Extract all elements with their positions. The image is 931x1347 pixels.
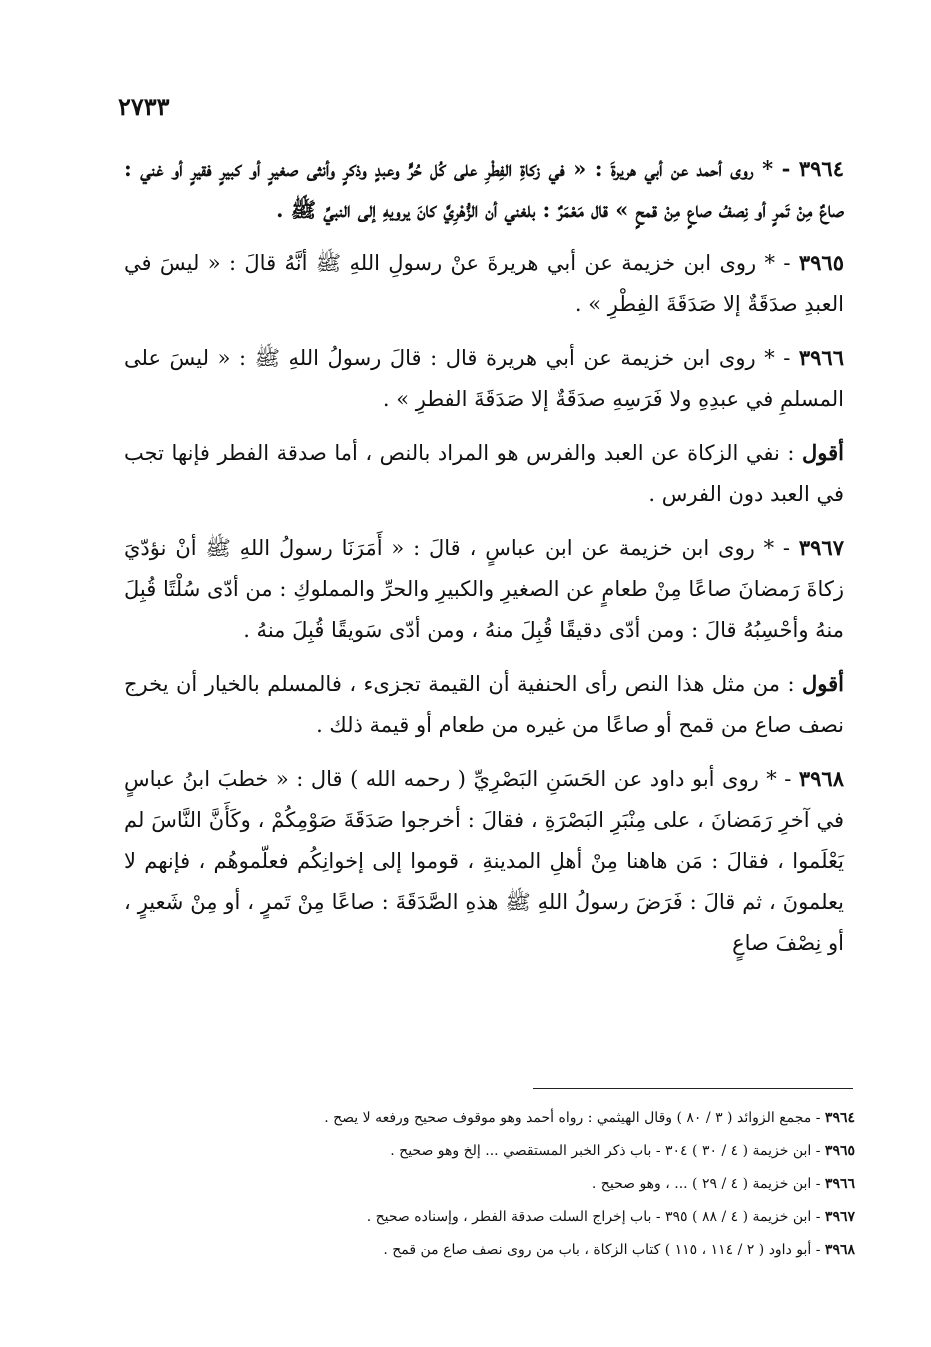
page-number: ٢٧٣٣ [118,92,170,121]
hadith-number: ٣٩٦٤ [798,156,844,181]
commentary-2 [124,663,844,746]
hadith-text: - * روى ابن خزيمة عن ابن عباسٍ ، قالَ : « أَمَرَنَا رسولُ اللهِ ﷺ أنْ نؤدّيَ زكاةَ رَمضانَ صاعًا مِنْ طعامٍ عن الصغيرِ والكبيرِ والحرِّ والمملوكِ : من أدّى سُلْتًا قُبِلَ منهُ وأحْسِبُهُ قالَ : ومن أدّى دقيقًا قُبِلَ منهُ ، ومن أدّى سَويقًا قُبِلَ منهُ . [124,536,844,642]
hadith-3964 [124,148,844,230]
commentary-text: : نفي الزكاة عن العبد والفرس هو المراد بالنص ، أما صدقة الفطر فإنها تجب في العبد دون الفرس . [124,441,844,506]
footnote-number: ٣٩٦٧ [824,1209,855,1225]
commentary-label: أقول [802,671,844,696]
hadith-3967 [124,527,844,651]
footnotes [300,1102,855,1267]
hadith-3965 [124,242,844,325]
footnote-text: - ابن خزيمة ( ٤ / ٣٠ ) ٣٠٤ - باب ذكر الخبر المستقصي ... إلخ وهو صحيح . [390,1143,825,1159]
hadith-text: - * روى أحمد عن أبي هريرةَ : « في زكاةِ الفِطْرِ على كُل حُرٍّ وعبدٍ وذكرٍ وأنثى صغيرٍ أو كبيرٍ فقيرٍ أو غني : صاعٌ مِنْ تَمرٍ أو نِصفُ صاعٍ مِنْ قمحٍ » قال مَعْمَرٌ : بلغني أن الزُّهْرِيَّ كانَ يرويهِ إلى النبيِّ ﷺ . [124,156,844,222]
footnote-text: - ابن خزيمة ( ٤ / ٢٩ ) ... ، وهو صحيح . [591,1176,825,1192]
footnote-text: - أبو داود ( ٢ / ١١٤ ، ١١٥ ) كتاب الزكاة ، باب من روى نصف صاع من قمح . [383,1242,825,1258]
commentary-text: : من مثل هذا النص رأى الحنفية أن القيمة تجزىء ، فالمسلم بالخيار أن يخرج نصف صاع من قمح أو صاعًا من غيره من طعام أو قيمة ذلك . [124,672,844,737]
hadith-3968 [124,758,844,964]
hadith-text: - * روى ابن خزيمة عن أبي هريرةَ عنْ رسولِ اللهِ ﷺ أنَّهُ قالَ : « ليسَ في العبدِ صدَقَةٌ إلا صَدَقَةَ الفِطْرِ » . [124,251,844,316]
footnote-number: ٣٩٦٥ [824,1143,855,1159]
footnote [300,1102,855,1135]
footnote-text: - مجمع الزوائد ( ٣ / ٨٠ ) وقال الهيثمي : رواه أحمد وهو موقوف صحيح ورفعه لا يصح . [324,1110,825,1126]
footnote-number: ٣٩٦٦ [824,1176,855,1192]
footnote-number: ٣٩٦٤ [824,1110,855,1126]
hadith-text: - * روى أبو داود عن الحَسَنِ البَصْرِيِّ ( رحمه الله ) قال : « خطبَ ابنُ عباسٍ في آخرِ رَمَضانَ ، على مِنْبَرِ البَصْرَةِ ، فقالَ : أخرجوا صَدَقَةَ صَوْمِكُمْ ، وكَأَنَّ النَّاسَ لم يَعْلَموا ، فقالَ : مَن هاهنا مِنْ أهلِ المدينةِ ، قوموا إلى إخوانِكُم فعلّموهُم ، فإنهم لا يعلمونَ ، ثم قالَ : فَرَضَ رسولُ اللهِ ﷺ هذهِ الصَّدَقَةَ : صاعًا مِنْ تَمرٍ ، أو مِنْ شَعيرٍ ، أو نِصْفَ صاعٍ [124,767,844,955]
hadith-3966 [124,337,844,420]
hadith-text: - * روى ابن خزيمة عن أبي هريرة قال : قالَ رسولُ اللهِ ﷺ : « ليسَ على المسلمِ في عبدِهِ ولا فَرَسِهِ صدَقَةٌ إلا صَدَقَةَ الفطرِ » . [124,346,844,411]
commentary-label: أقول [802,440,844,465]
footnote-divider [533,1088,853,1089]
hadith-number: ٣٩٦٥ [798,250,844,275]
footnote [300,1234,855,1267]
hadith-number: ٣٩٦٧ [798,535,844,560]
footnote-number: ٣٩٦٨ [824,1242,855,1258]
commentary-1 [124,432,844,515]
footnote-text: - ابن خزيمة ( ٤ / ٨٨ ) ٣٩٥ - باب إخراج السلت صدقة الفطر ، وإسناده صحيح . [366,1209,825,1225]
footnote [300,1135,855,1168]
footnote [300,1168,855,1201]
main-text [124,148,844,976]
hadith-number: ٣٩٦٦ [798,345,844,370]
hadith-number: ٣٩٦٨ [798,766,844,791]
footnote [300,1201,855,1234]
